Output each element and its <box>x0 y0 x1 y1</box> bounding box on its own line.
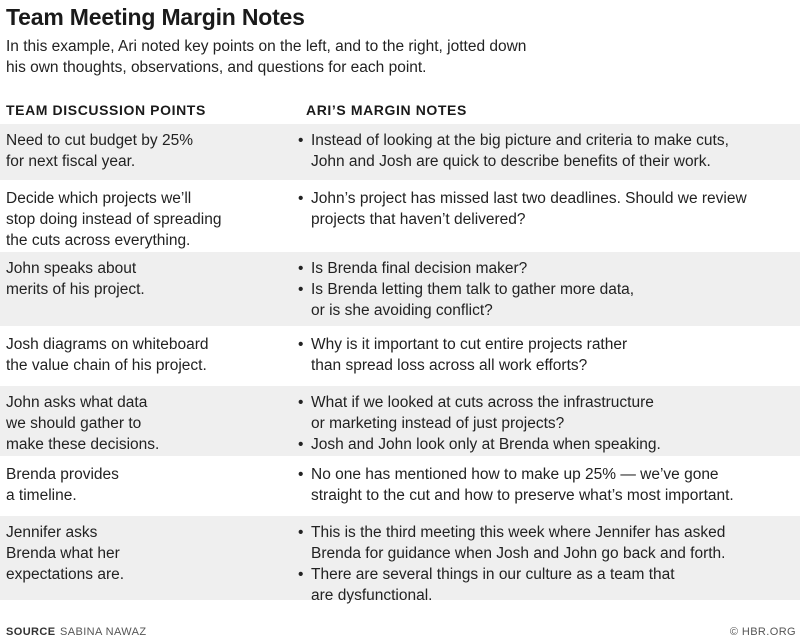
margin-note <box>298 464 798 506</box>
subtitle <box>6 36 626 78</box>
margin-note-line: Is Brenda final decision maker? <box>311 260 528 277</box>
discussion-point-line: for next fiscal year. <box>6 153 136 170</box>
margin-note-line: John and Josh are quick to describe benefits of their work. <box>311 153 711 170</box>
bullet-icon: • <box>298 566 304 583</box>
margin-note-line: Is Brenda letting them talk to gather more data, <box>311 281 635 298</box>
margin-notes <box>298 522 798 606</box>
bullet-icon: • <box>298 132 304 149</box>
header-discussion-points: TEAM DISCUSSION POINTS <box>6 102 206 118</box>
margin-note-line: Instead of looking at the big picture and criteria to make cuts, <box>311 132 729 149</box>
margin-note-line: are dysfunctional. <box>311 587 433 604</box>
discussion-point-line: Josh diagrams on whiteboard <box>6 336 209 353</box>
margin-notes <box>298 130 798 172</box>
source-name: SABINA NAWAZ <box>60 626 147 638</box>
bullet-icon: • <box>298 436 304 453</box>
bullet-icon: • <box>298 336 304 353</box>
discussion-point-line: John speaks about <box>6 260 137 277</box>
bullet-icon: • <box>298 260 304 277</box>
table-row <box>0 252 800 326</box>
margin-notes <box>298 464 798 506</box>
discussion-point <box>6 188 286 251</box>
discussion-point-line: the value chain of his project. <box>6 357 207 374</box>
discussion-point-line: Brenda provides <box>6 466 119 483</box>
bullet-icon: • <box>298 524 304 541</box>
margin-notes <box>298 258 798 321</box>
margin-note-line: There are several things in our culture as a team that <box>311 566 675 583</box>
table-row <box>0 328 800 384</box>
discussion-point-line: Decide which projects we’ll <box>6 190 192 207</box>
margin-note <box>298 434 798 455</box>
table-row <box>0 516 800 604</box>
margin-note <box>298 334 798 376</box>
table-row <box>0 182 800 250</box>
discussion-point-line: a timeline. <box>6 487 77 504</box>
discussion-point-line: stop doing instead of spreading <box>6 211 222 228</box>
page-title: Team Meeting Margin Notes <box>6 4 305 30</box>
discussion-point-line: Need to cut budget by 25% <box>6 132 193 149</box>
margin-note-line: or marketing instead of just projects? <box>311 415 565 432</box>
discussion-point-line: merits of his project. <box>6 281 145 298</box>
bullet-icon: • <box>298 394 304 411</box>
discussion-point-line: the cuts across everything. <box>6 232 191 249</box>
discussion-point-line: make these decisions. <box>6 436 160 453</box>
discussion-point-line: Brenda what her <box>6 545 120 562</box>
margin-note <box>298 564 798 606</box>
margin-note <box>298 130 798 172</box>
discussion-point-line: John asks what data <box>6 394 148 411</box>
bullet-icon: • <box>298 281 304 298</box>
discussion-point <box>6 464 286 506</box>
margin-note-line: This is the third meeting this week where Jennifer has asked <box>311 524 726 541</box>
margin-note-line: John’s project has missed last two deadlines. Should we review <box>311 190 747 207</box>
discussion-point-line: Jennifer asks <box>6 524 98 541</box>
table-row <box>0 458 800 514</box>
subtitle-line: his own thoughts, observations, and questions for each point. <box>6 59 427 76</box>
margin-notes <box>298 392 798 455</box>
source-label: SOURCE <box>6 626 56 638</box>
margin-note-line: Brenda for guidance when Josh and John go back and forth. <box>311 545 726 562</box>
margin-notes <box>298 334 798 376</box>
margin-note-line: Why is it important to cut entire projects rather <box>311 336 628 353</box>
margin-note-line: projects that haven’t delivered? <box>311 211 526 228</box>
margin-notes <box>298 188 798 230</box>
margin-note-line: or is she avoiding conflict? <box>311 302 493 319</box>
margin-note-line: Josh and John look only at Brenda when speaking. <box>311 436 661 453</box>
discussion-point <box>6 130 286 172</box>
subtitle-line: In this example, Ari noted key points on the left, and to the right, jotted down <box>6 38 527 55</box>
discussion-point <box>6 258 286 300</box>
margin-note-line: What if we looked at cuts across the infrastructure <box>311 394 654 411</box>
margin-note-line: No one has mentioned how to make up 25% — we’ve gone <box>311 466 719 483</box>
discussion-point-line: expectations are. <box>6 566 125 583</box>
margin-note <box>298 392 798 434</box>
discussion-point <box>6 392 286 455</box>
footer <box>0 626 800 642</box>
margin-note-line: than spread loss across all work efforts? <box>311 357 588 374</box>
margin-note <box>298 188 798 230</box>
column-headers <box>0 102 800 122</box>
credit: © HBR.ORG <box>729 626 796 638</box>
bullet-icon: • <box>298 466 304 483</box>
margin-note-line: straight to the cut and how to preserve what’s most important. <box>311 487 734 504</box>
discussion-point <box>6 334 286 376</box>
bullet-icon: • <box>298 190 304 207</box>
header-margin-notes: ARI’S MARGIN NOTES <box>306 102 467 118</box>
margin-note <box>298 279 798 321</box>
discussion-point <box>6 522 286 585</box>
table-row <box>0 386 800 456</box>
margin-note <box>298 258 798 279</box>
table-row <box>0 124 800 180</box>
discussion-point-line: we should gather to <box>6 415 142 432</box>
margin-note <box>298 522 798 564</box>
